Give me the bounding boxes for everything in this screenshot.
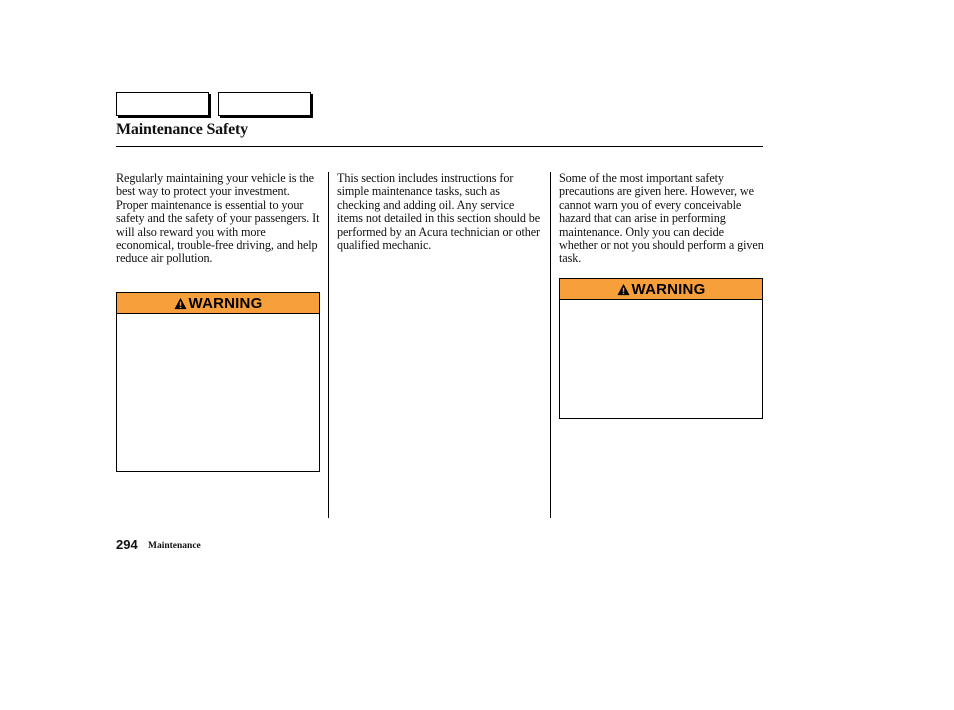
warning-box — [559, 278, 763, 419]
nav-tab-box-1[interactable] — [116, 92, 209, 116]
warning-triangle-icon — [617, 283, 630, 296]
warning-banner — [560, 279, 762, 300]
column-divider — [328, 172, 329, 518]
footer-section-name: Maintenance — [148, 541, 201, 551]
column-3-text: Some of the most important safety precautions are given here. However, we cannot warn you of every conceivable hazard that can arise in performing maintenance. Only you can decide whether or not you should perform a given task. — [559, 171, 764, 266]
page-number: 294 — [116, 537, 138, 552]
column-2-text: This section includes instructions for simple maintenance tasks, such as checking and adding oil. Any service items not detailed in this section should be performed by an Acura technician or other qualified mechanic. — [337, 171, 541, 253]
title-rule — [116, 146, 763, 147]
page-title: Maintenance Safety — [116, 121, 248, 138]
warning-triangle-icon — [174, 297, 187, 310]
warning-box — [116, 292, 320, 472]
column-divider — [550, 172, 551, 518]
column-1-text: Regularly maintaining your vehicle is the best way to protect your investment. Proper maintenance is essential to your safety and the safety of your passengers. It will also reward you with more economical, trouble-free driving, and help reduce air pollution. — [116, 171, 320, 266]
warning-label: WARNING — [631, 280, 706, 298]
warning-banner — [117, 293, 319, 314]
nav-tab-box-2[interactable] — [218, 92, 311, 116]
warning-label: WARNING — [188, 294, 263, 312]
